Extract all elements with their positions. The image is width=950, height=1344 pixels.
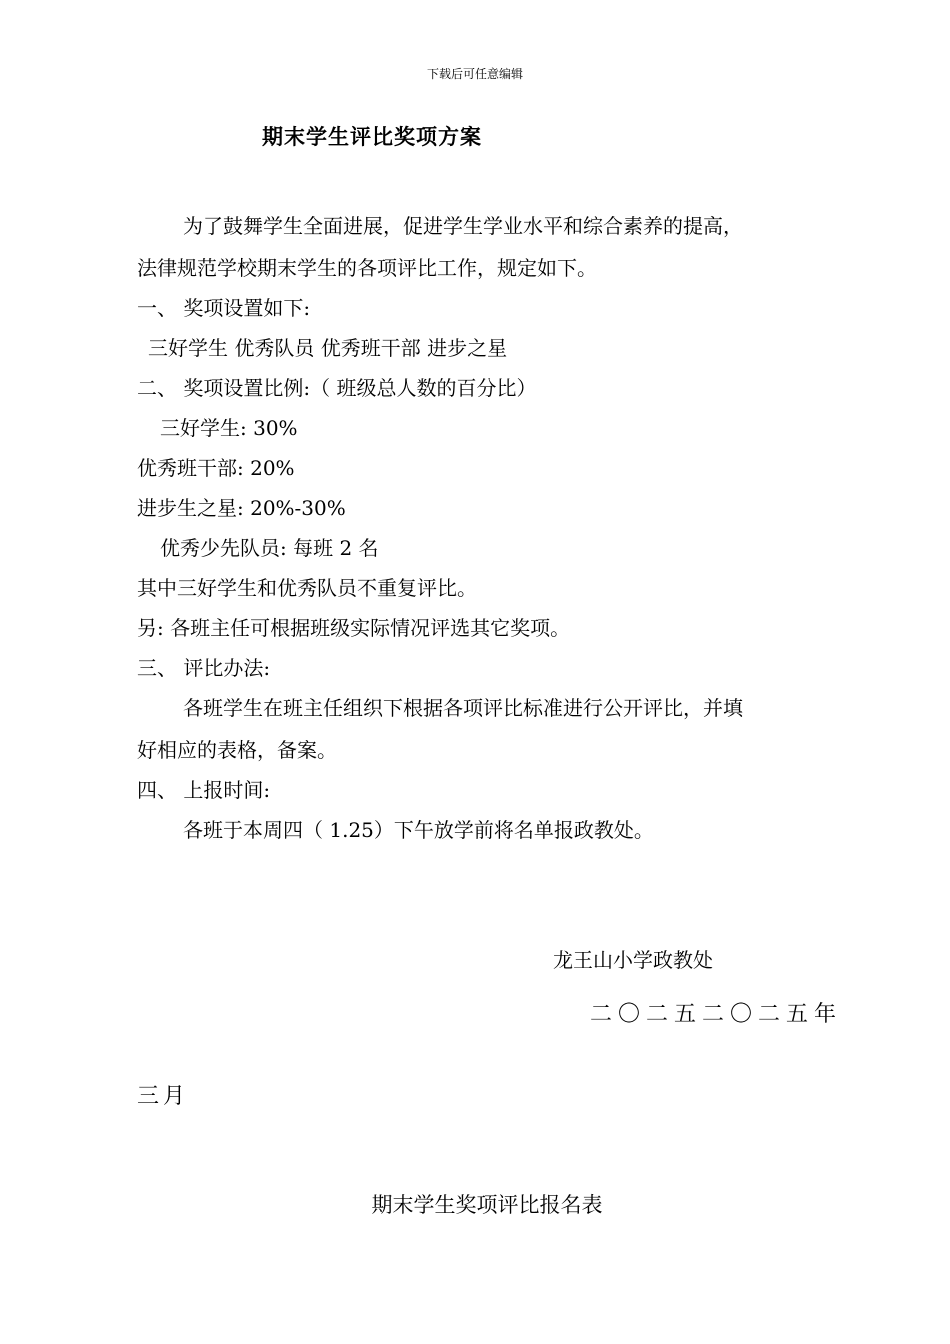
intro-line-1: 为了鼓舞学生全面进展，促进学生学业水平和综合素养的提高， (183, 214, 743, 238)
award-list: 三好学生 优秀队员 优秀班干部 进步之星 (148, 336, 508, 360)
signature-month: 三月 (137, 1084, 190, 1109)
section4-body: 各班于本周四（ 1.25）下午放学前将名单报政教处。 (183, 818, 654, 842)
ratio-item-2: 优秀班干部: 20% (137, 456, 295, 480)
intro-line-2: 法律规范学校期末学生的各项评比工作，规定如下。 (137, 256, 597, 280)
ratio-note-1: 其中三好学生和优秀队员不重复评比。 (137, 576, 477, 600)
section2-heading: 二、 奖项设置比例:（ 班级总人数的百分比） (137, 376, 537, 400)
section3-heading: 三、 评比办法: (137, 656, 271, 680)
section1-heading: 一、 奖项设置如下: (137, 296, 311, 320)
form-title: 期末学生奖项评比报名表 (371, 1193, 603, 1217)
page-title: 期末学生评比奖项方案 (262, 124, 482, 149)
header-note: 下载后可任意编辑 (426, 67, 523, 81)
signature-date: 二〇二五二〇二五年 (590, 1002, 843, 1027)
signature-office: 龙王山小学政教处 (553, 948, 713, 972)
section3-body-2: 好相应的表格，备案。 (137, 738, 337, 762)
section4-heading: 四、 上报时间: (137, 778, 271, 802)
ratio-item-1: 三好学生: 30% (160, 416, 298, 440)
ratio-item-3: 进步生之星: 20%-30% (137, 496, 346, 520)
ratio-item-4: 优秀少先队员: 每班 2 名 (160, 536, 379, 560)
ratio-note-2: 另: 各班主任可根据班级实际情况评选其它奖项。 (137, 616, 571, 640)
section3-body-1: 各班学生在班主任组织下根据各项评比标准进行公开评比，并填 (183, 696, 743, 720)
